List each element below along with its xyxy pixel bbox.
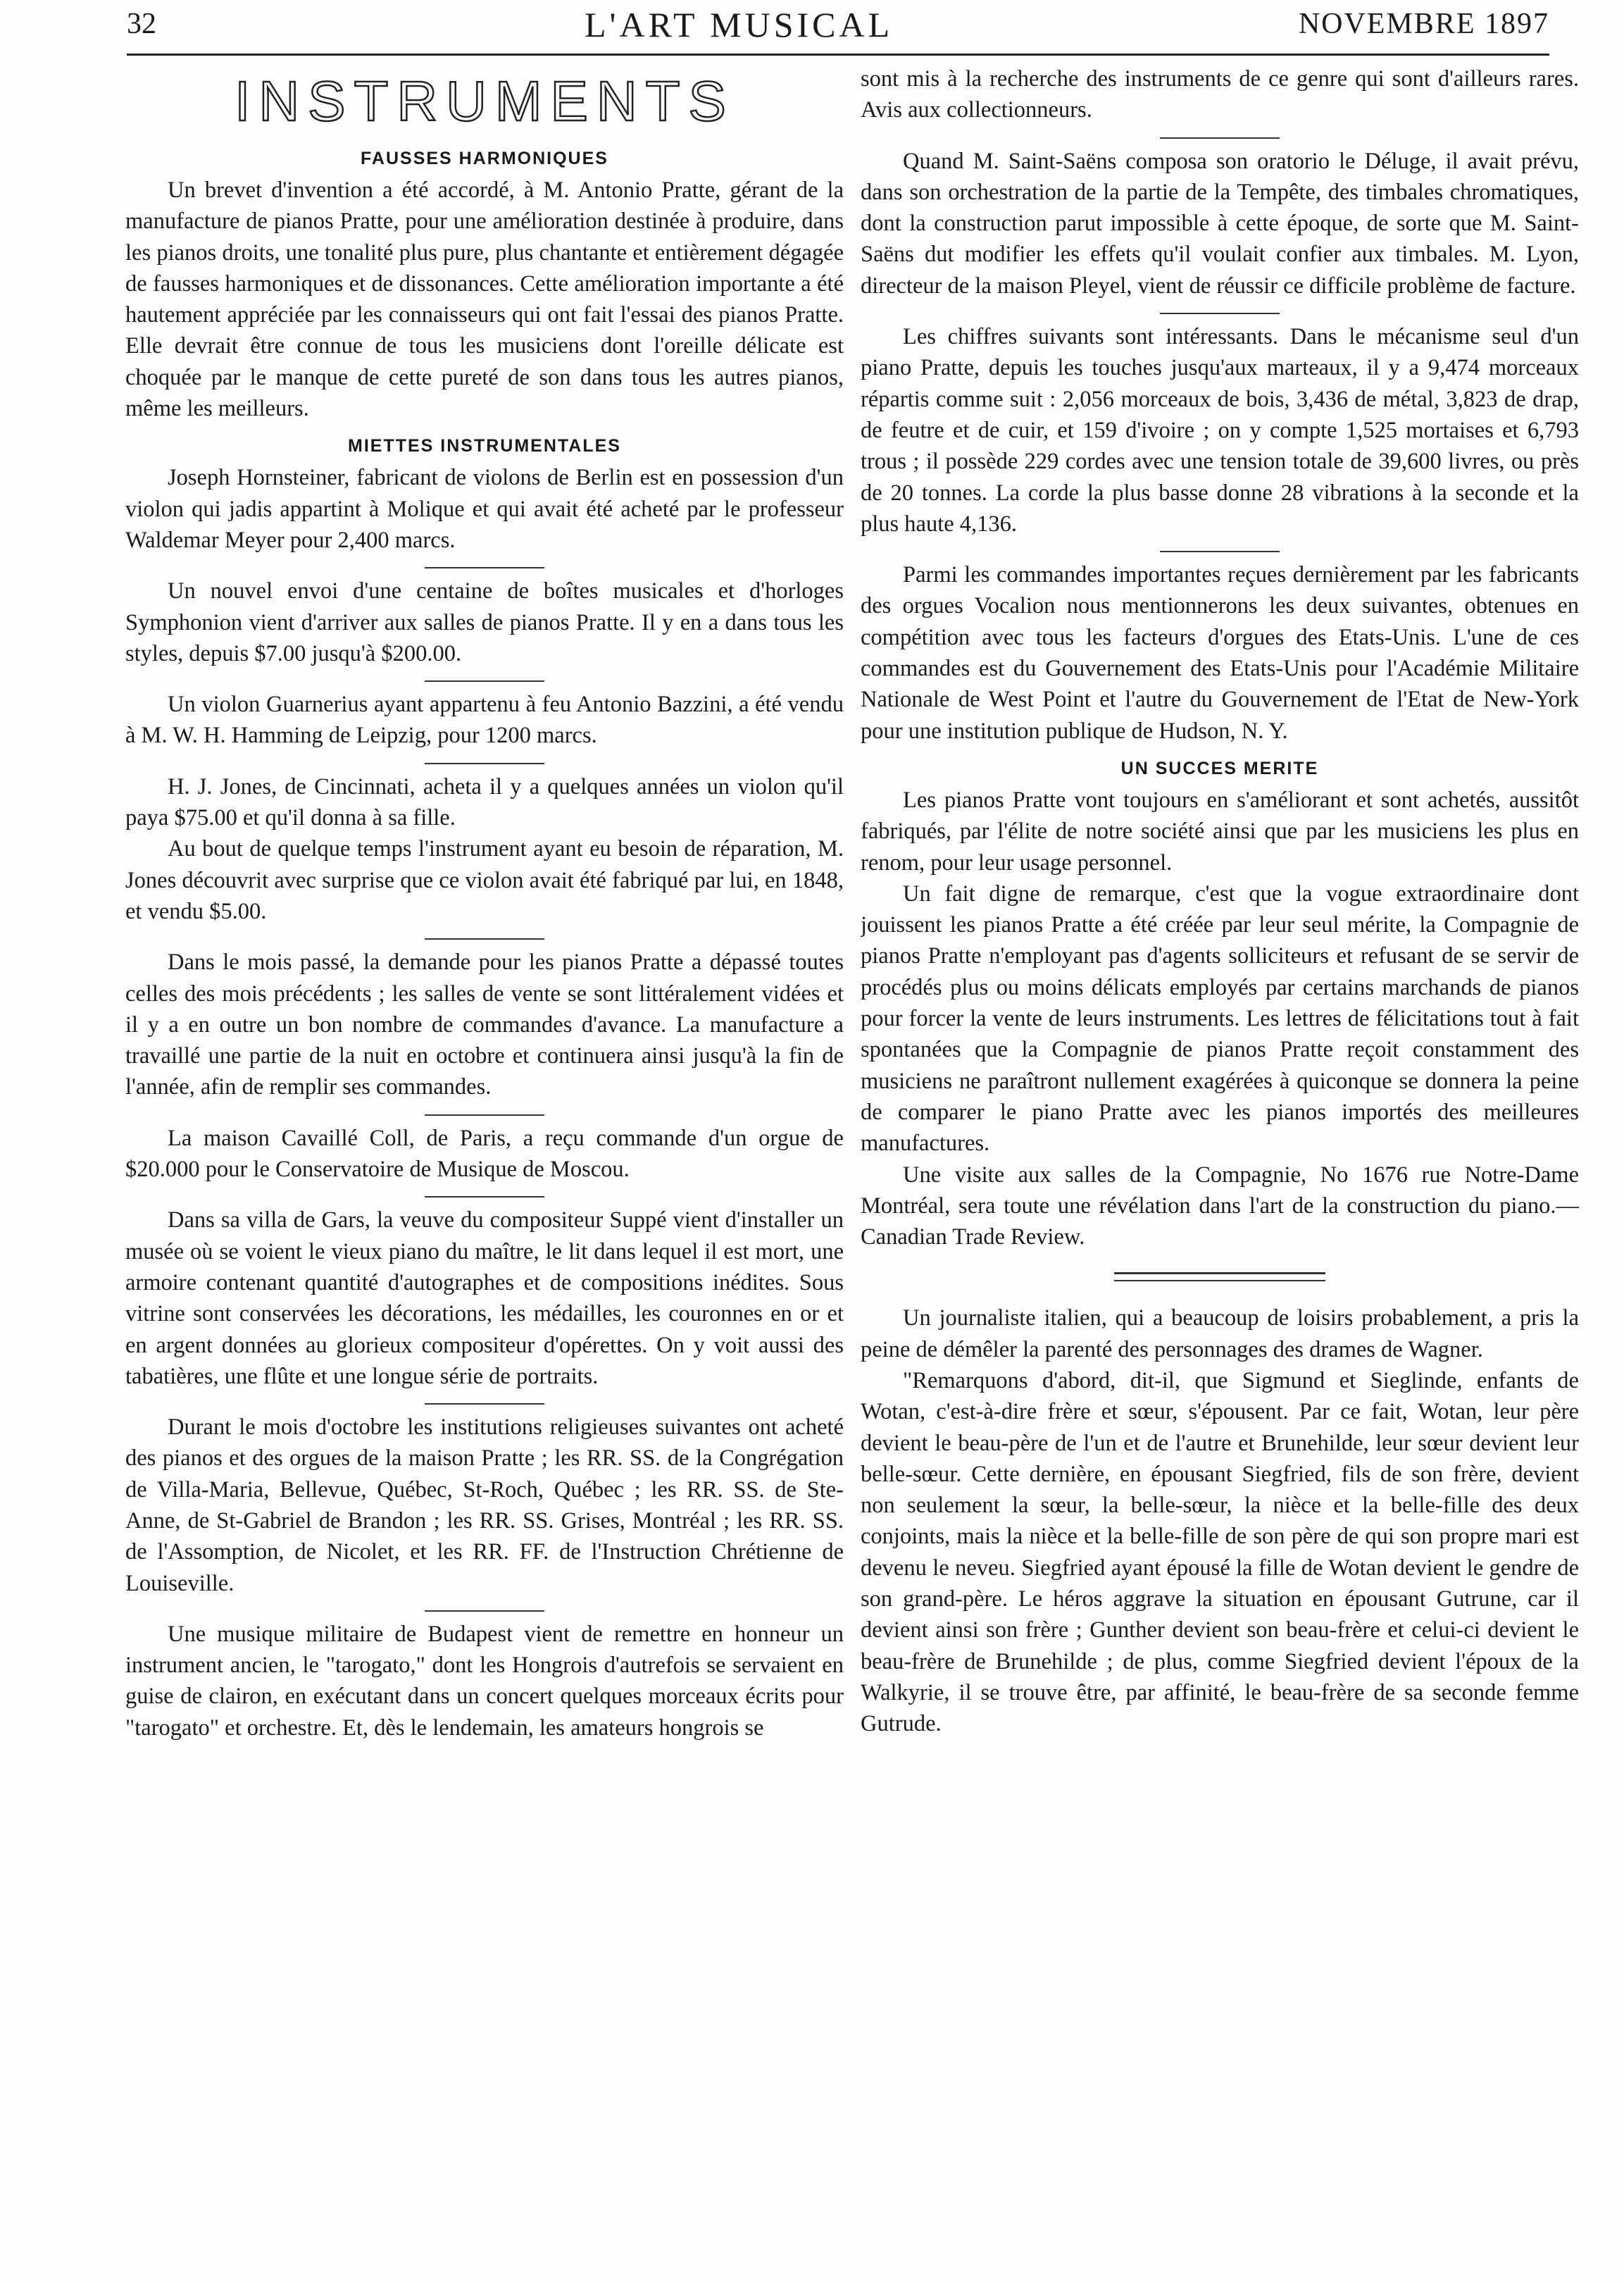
article-paragraph: Une visite aux salles de la Compagnie, No 1676 rue Notre-Dame Montréal, sera toute une révélation dans l'art de la construction du piano.—Canadian Trade Review. xyxy=(861,1162,1579,1250)
article xyxy=(861,559,1579,747)
article-paragraph: Un brevet d'invention a été accordé, à M. Antonio Pratte, gérant de la manufacture de pianos Pratte, pour une amélioration destinée à produire, dans les pianos droits, une tonalité plus pure, plus chantante et entièrement dégagée de fausses harmoniques et de dissonances. Cette amélioration importante a été hautement appréciée par les connaisseurs qui ont fait l'essai des pianos Pratte. Elle devrait être connue de tous les musiciens dont l'oreille délicate est choquée par le manque de cette pureté de son dans tous les autres pianos, même les meilleurs. xyxy=(125,178,844,422)
article-paragraph: Dans sa villa de Gars, la veuve du compositeur Suppé vient d'installer un musée où se voient le vieux piano du maître, le lit dans lequel il est mort, une armoire contenant quantité d'autographes et de compositions inédites. Sous vitrine sont conservées les décorations, les médailles, les couronnes en or et en argent données au glorieux compositeur d'opérettes. On y voit aussi des tabatières, une flûte et une longue série de portraits. xyxy=(125,1207,844,1389)
separator-rule xyxy=(425,1114,544,1116)
header-rule xyxy=(127,54,1549,56)
section-heading: FAUSSES HARMONIQUES xyxy=(361,149,608,168)
article-paragraph: "Remarquons d'abord, dit-il, que Sigmund et Sieglinde, enfants de Wotan, c'est-à-dire frère et sœur, s'épousent. Par ce fait, Wotan, leur père devient le beau-père de l'un et de l'autre et Brunehilde, leur sœur devient leur belle-sœur. Cette dernière, en épousant Siegfried, fils de son frère, devient non seulement la sœur, la belle-sœur, la nièce et la belle-fille des deux conjoints, mais la nièce et la belle-fille de son père de qui son propre mari est devenu le neveu. Siegfried ayant épousé la fille de Wotan devient le gendre de son grand-père. Le héros aggrave la situation en épousant Gutrune, car il devient ainsi son frère ; Gunther devient son beau-frère et celui-ci devient le beau-frère de Brunehilde ; de plus, comme Siegfried devient l'époux de la Walkyrie, il se trouve être, par affinité, le beau-frère de sa seconde femme Gutrude. xyxy=(861,1367,1579,1737)
article-paragraph: Un fait digne de remarque, c'est que la vogue extraordinaire dont jouissent les pianos Pratte a été créée par leur seul mérite, la Compagnie de pianos Pratte n'employant pas d'agents solliciteurs et refusant de se servir de procédés plus ou moins délicats employés par certains marchands de pianos pour forcer la vente de leurs instruments. Les lettres de félicitations tout à fait spontanées que la Compagnie de pianos Pratte reçoit constamment des musiciens ne paraîtront nullement exagérées à quiconque se donnera la peine de comparer le piano Pratte avec les pianos importés des meilleures manufactures. xyxy=(861,881,1579,1157)
article-paragraph: Une musique militaire de Budapest vient de remettre en honneur un instrument ancien, le "tarogato," dont les Hongrois d'autrefois se servaient en guise de clairon, en exécutant dans un concert quelques morceaux écrits pour "tarogato" et orchestre. Et, dès le lendemain, les amateurs hongrois se xyxy=(125,1621,844,1741)
article-paragraph: La maison Cavaillé Coll, de Paris, a reçu commande d'un orgue de $20.000 pour le Conservatoire de Musique de Moscou. xyxy=(125,1125,844,1183)
section-heading: UN SUCCES MERITE xyxy=(1120,758,1319,778)
left-column xyxy=(125,63,844,2198)
article-paragraph: sont mis à la recherche des instruments de ce genre qui sont d'ailleurs rares. Avis aux collectionneurs. xyxy=(861,66,1579,123)
separator-rule xyxy=(1160,313,1280,314)
right-column-flow xyxy=(861,63,1579,1740)
article-paragraph: Parmi les commandes importantes reçues dernièrement par les fabricants des orgues Vocalion nous mentionnerons les deux suivantes, obtenues en compétition avec tous les facteurs d'orgues des Etats-Unis. L'une de ces commandes est du Gouvernement des Etats-Unis pour l'Académie Militaire Nationale de West Point et l'autre du Gouvernement de l'Etat de New-York pour une institution publique de Hudson, N. Y. xyxy=(861,562,1579,744)
publication-title: L'ART MUSICAL xyxy=(585,5,894,44)
separator-rule xyxy=(425,1610,544,1612)
article-paragraph: Au bout de quelque temps l'instrument ayant eu besoin de réparation, M. Jones découvrit avec surprise que ce violon avait été fabriqué par lui, en 1848, et vendu $5.00. xyxy=(125,836,844,924)
article xyxy=(861,146,1579,301)
article xyxy=(125,1123,844,1186)
article xyxy=(125,1205,844,1392)
article-paragraph: Les pianos Pratte vont toujours en s'améliorant et sont achetés, aussitôt fabriqués, par l'élite de notre société ainsi que par les musiciens les plus en renom, pour leur usage personnel. xyxy=(861,787,1579,876)
separator-rule xyxy=(425,680,544,682)
article xyxy=(125,1412,844,1599)
right-column xyxy=(861,63,1579,2198)
article-paragraph: Durant le mois d'octobre les institutions religieuses suivantes ont acheté des pianos et des orgues de la maison Pratte ; les RR. SS. de la Congrégation de Villa-Maria, Bellevue, Québec, St-Roch, Québec ; les RR. SS. de Ste-Anne, de St-Gabriel de Brandon ; les RR. SS. Grises, Montréal ; les RR. SS. de l'Assomption, de Nicolet, et les RR. FF. de l'Instruction Chrétienne de Louiseville. xyxy=(125,1414,844,1596)
article xyxy=(125,1619,844,1743)
separator-rule xyxy=(425,1196,544,1198)
section-heading: MIETTES INSTRUMENTALES xyxy=(348,436,621,456)
article xyxy=(125,576,844,669)
article-paragraph: Un nouvel envoi d'une centaine de boîtes musicales et d'horloges Symphonion vient d'arriver aux salles de pianos Pratte. Il y en a dans tous les styles, depuis $7.00 jusqu'à $200.00. xyxy=(125,578,844,666)
page-number: 32 xyxy=(127,8,156,40)
separator-rule xyxy=(425,1403,544,1405)
separator-rule xyxy=(425,567,544,568)
article-paragraph: Dans le mois passé, la demande pour les pianos Pratte a dépassé toutes celles des mois précédents ; les salles de vente se sont littéralement vidées et il y a en outre un bon nombre de commandes d'avance. La manufacture a travaillé une partie de la nuit en octobre et continuera ainsi jusqu'à la fin de l'année, afin de remplir ses commandes. xyxy=(125,950,844,1100)
separator-rule xyxy=(425,938,544,940)
article xyxy=(125,462,844,556)
article-paragraph: Les chiffres suivants sont intéressants. Dans le mécanisme seul d'un piano Pratte, depuis les touches jusqu'aux marteaux, il y a 9,474 morceaux répartis comme suit : 2,056 morceaux de bois, 3,436 de métal, 3,823 de drap, de feutre et de cuir, et 159 d'ivoire ; on y compte 1,525 mortaises et 6,793 trous ; il possède 229 cordes avec une tension totale de 39,600 livres, ou près de 20 tonnes. La corde la plus basse donne 28 vibrations à la seconde et la plus haute 4,136. xyxy=(861,324,1579,537)
article xyxy=(125,771,844,927)
article xyxy=(861,321,1579,540)
separator-rule xyxy=(1160,551,1280,552)
section-title: INSTRUMENTS xyxy=(235,70,735,132)
page-header xyxy=(127,4,1549,61)
separator-rule xyxy=(425,763,544,764)
article-paragraph: Joseph Hornsteiner, fabricant de violons de Berlin est en possession d'un violon qui jadis appartint à Molique et qui avait été acheté par le professeur Waldemar Meyer pour 2,400 marcs. xyxy=(125,465,844,553)
article xyxy=(861,785,1579,1252)
article-paragraph: Un violon Guarnerius ayant appartenu à feu Antonio Bazzini, a été vendu à M. W. H. Hamming de Leipzig, pour 1200 marcs. xyxy=(125,692,844,749)
article xyxy=(125,689,844,752)
article-paragraph: Un journaliste italien, qui a beaucoup de loisirs probablement, a pris la peine de démêler la parenté des personnages des drames de Wagner. xyxy=(861,1305,1579,1362)
double-separator-rule xyxy=(1114,1272,1325,1281)
article xyxy=(125,175,844,424)
article xyxy=(861,1302,1579,1739)
article-paragraph: Quand M. Saint-Saëns composa son oratorio le Déluge, il avait prévu, dans son orchestration de la partie de la Tempête, des timbales chromatiques, dont la construction parut impossible à cette époque, de sorte que M. Saint-Saëns dut modifier les effets qu'il voulait confier aux timbales. M. Lyon, directeur de la maison Pleyel, vient de réussir ce difficile problème de facture. xyxy=(861,148,1579,299)
article xyxy=(125,947,844,1102)
left-column-flow xyxy=(125,145,844,1743)
article-paragraph: H. J. Jones, de Cincinnati, acheta il y a quelques années un violon qu'il paya $75.00 et qu'il donna à sa fille. xyxy=(125,773,844,831)
separator-rule xyxy=(1160,137,1280,139)
issue-date: NOVEMBRE 1897 xyxy=(1298,8,1549,40)
article xyxy=(861,63,1579,126)
